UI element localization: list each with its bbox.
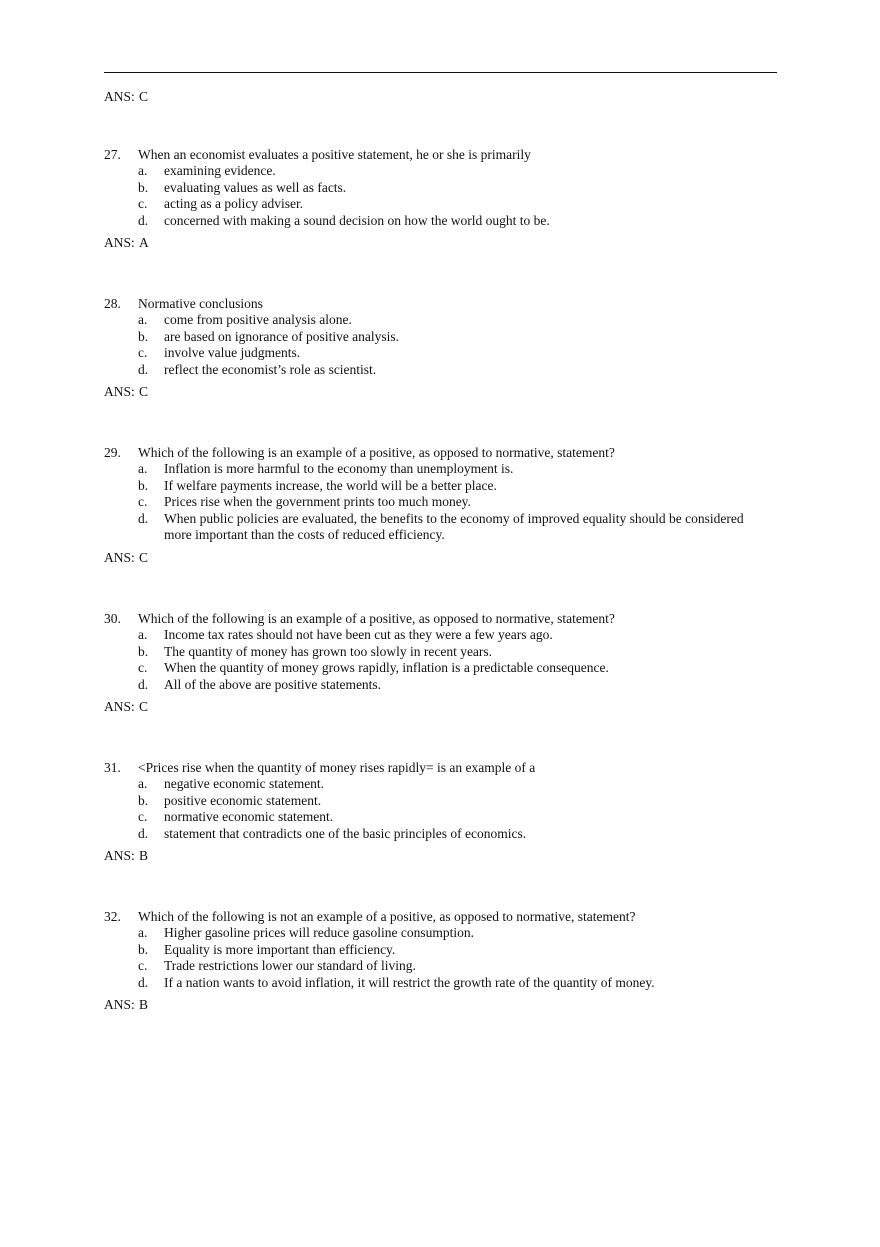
option-text: When public policies are evaluated, the benefits to the economy of improved equality should be considered more important than the costs of reduced efficiency. [164, 510, 744, 543]
option-letter: c. [138, 345, 148, 361]
option-d [104, 511, 744, 544]
option-text: evaluating values as well as facts. [164, 179, 347, 195]
question-30 [104, 610, 744, 759]
question-number: 32. [104, 909, 121, 924]
option-list [104, 925, 744, 991]
option-letter: c. [138, 494, 148, 510]
answer-value: A [139, 235, 149, 251]
option-text: negative economic statement. [164, 776, 325, 791]
question-29 [104, 444, 744, 610]
question-32 [104, 908, 744, 1057]
question-stem [104, 610, 744, 627]
answer-line [104, 549, 744, 566]
option-text: examining evidence. [164, 163, 276, 178]
answer-line [104, 698, 744, 715]
option-d [104, 826, 744, 843]
option-letter: c. [138, 958, 148, 974]
option-d [104, 975, 744, 992]
option-text: normative economic statement. [164, 809, 334, 825]
option-letter: a. [138, 461, 148, 476]
question-stem [104, 759, 744, 776]
option-c [104, 660, 744, 677]
option-a [104, 312, 744, 329]
option-letter: b. [138, 179, 149, 195]
option-text: If welfare payments increase, the world will be a better place. [164, 477, 497, 493]
option-a [104, 925, 744, 942]
question-text: Normative conclusions [138, 296, 263, 311]
option-letter: a. [138, 776, 148, 791]
answer-line [104, 847, 744, 864]
option-a [104, 627, 744, 644]
option-d [104, 213, 744, 230]
answer-label: ANS: [104, 549, 135, 565]
option-b [104, 793, 744, 810]
answer-value: C [139, 549, 149, 565]
option-b [104, 644, 744, 661]
option-c [104, 345, 744, 362]
option-d [104, 362, 744, 379]
answer-label: ANS: [104, 384, 135, 400]
option-text: statement that contradicts one of the basic principles of economics. [164, 825, 527, 841]
option-text: If a nation wants to avoid inflation, it will restrict the growth rate of the quantity of money. [164, 974, 655, 990]
option-c [104, 196, 744, 213]
option-text: All of the above are positive statements. [164, 676, 382, 692]
answer-value: B [139, 997, 149, 1013]
answer-value: B [139, 848, 149, 864]
answer-label: ANS: [104, 997, 135, 1013]
option-text: Income tax rates should not have been cut as they were a few years ago. [164, 627, 553, 642]
question-list [104, 146, 744, 1057]
option-c [104, 958, 744, 975]
question-text: Which of the following is an example of a positive, as opposed to normative, statement? [138, 445, 615, 460]
option-letter: d. [138, 825, 149, 841]
question-stem [104, 295, 744, 312]
option-letter: a. [138, 163, 148, 178]
question-text: <Prices rise when the quantity of money rises rapidly= is an example of a [138, 760, 536, 775]
question-31 [104, 759, 744, 908]
top-rule [104, 72, 777, 73]
option-letter: d. [138, 676, 149, 692]
answer-label: ANS: [104, 89, 135, 104]
option-c [104, 809, 744, 826]
previous-answer [104, 88, 148, 105]
option-text: Trade restrictions lower our standard of living. [164, 958, 416, 974]
option-text: concerned with making a sound decision on how the world ought to be. [164, 212, 550, 228]
option-text: reflect the economist’s role as scientist. [164, 361, 377, 377]
option-text: are based on ignorance of positive analysis. [164, 328, 400, 344]
option-b [104, 478, 744, 495]
option-letter: b. [138, 792, 149, 808]
option-letter: b. [138, 477, 149, 493]
option-a [104, 461, 744, 478]
question-text: Which of the following is an example of a positive, as opposed to normative, statement? [138, 611, 615, 626]
option-list [104, 627, 744, 693]
answer-label: ANS: [104, 235, 135, 251]
option-text: Higher gasoline prices will reduce gasoline consumption. [164, 925, 475, 940]
option-a [104, 163, 744, 180]
option-text: positive economic statement. [164, 792, 322, 808]
option-b [104, 942, 744, 959]
option-letter: b. [138, 941, 149, 957]
option-letter: d. [138, 212, 149, 228]
option-list [104, 163, 744, 229]
option-text: Inflation is more harmful to the economy than unemployment is. [164, 461, 514, 476]
option-text: Equality is more important than efficiency. [164, 941, 396, 957]
answer-line [104, 234, 744, 251]
question-stem [104, 146, 744, 163]
option-d [104, 677, 744, 694]
answer-label: ANS: [104, 848, 135, 864]
question-stem [104, 908, 744, 925]
option-text: acting as a policy adviser. [164, 196, 304, 212]
answer-value: C [139, 384, 149, 400]
answer-value: C [139, 699, 149, 715]
question-27 [104, 146, 744, 295]
option-letter: d. [138, 361, 149, 377]
answer-line [104, 383, 744, 400]
option-letter: c. [138, 196, 148, 212]
answer-line [104, 996, 744, 1013]
option-letter: b. [138, 643, 149, 659]
option-list [104, 461, 744, 544]
option-letter: c. [138, 809, 148, 825]
option-letter: c. [138, 660, 148, 676]
option-text: The quantity of money has grown too slowly in recent years. [164, 643, 493, 659]
question-text: Which of the following is not an example of a positive, as opposed to normative, statement? [138, 909, 636, 924]
option-a [104, 776, 744, 793]
option-letter: d. [138, 510, 149, 526]
option-letter: d. [138, 974, 149, 990]
option-letter: b. [138, 328, 149, 344]
option-text: When the quantity of money grows rapidly, inflation is a predictable consequence. [164, 660, 609, 676]
question-number: 29. [104, 445, 121, 460]
option-text: Prices rise when the government prints too much money. [164, 494, 471, 510]
question-number: 31. [104, 760, 121, 775]
option-letter: a. [138, 312, 148, 327]
option-c [104, 494, 744, 511]
option-text: involve value judgments. [164, 345, 301, 361]
question-number: 30. [104, 611, 121, 626]
answer-label: ANS: [104, 699, 135, 715]
option-letter: a. [138, 627, 148, 642]
question-text: When an economist evaluates a positive statement, he or she is primarily [138, 147, 531, 162]
option-list [104, 312, 744, 378]
option-text: come from positive analysis alone. [164, 312, 352, 327]
answer-value: C [139, 89, 149, 104]
option-b [104, 329, 744, 346]
question-28 [104, 295, 744, 444]
question-stem [104, 444, 744, 461]
option-b [104, 180, 744, 197]
option-letter: a. [138, 925, 148, 940]
question-number: 28. [104, 296, 121, 311]
question-number: 27. [104, 147, 121, 162]
option-list [104, 776, 744, 842]
